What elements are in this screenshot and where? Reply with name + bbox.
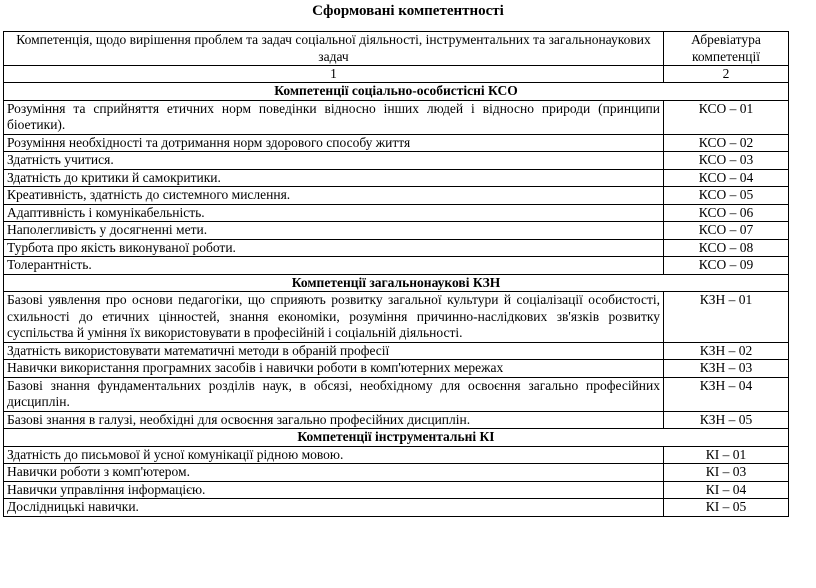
section-title: Компетенції інструментальні КІ xyxy=(4,429,789,447)
competence-description: Навички роботи з комп'ютером. xyxy=(4,464,664,482)
section-header-row xyxy=(4,429,789,447)
table-row xyxy=(4,446,789,464)
competence-code: КСО – 07 xyxy=(664,222,789,240)
table-row xyxy=(4,377,789,411)
column-number-row xyxy=(4,66,789,83)
competence-code: КЗН – 05 xyxy=(664,411,789,429)
header-competence: Компетенція, щодо вирішення проблем та задач соціальної діяльності, інструментальних та загальнонаукових задач xyxy=(4,32,664,66)
competence-description: Наполегливість у досягненні мети. xyxy=(4,222,664,240)
competence-code: КЗН – 02 xyxy=(664,342,789,360)
competence-code: КЗН – 01 xyxy=(664,292,789,343)
competence-description: Здатність до письмової й усної комунікації рідною мовою. xyxy=(4,446,664,464)
section-title: Компетенції соціально-особистісні КСО xyxy=(4,83,789,101)
competence-description: Розуміння та сприйняття етичних норм поведінки відносно інших людей і відносно природи (принципи біоетики). xyxy=(4,100,664,134)
competence-code: КСО – 08 xyxy=(664,239,789,257)
competence-description: Турбота про якість виконуваної роботи. xyxy=(4,239,664,257)
section-header-row xyxy=(4,274,789,292)
competence-description: Базові знання фундаментальних розділів наук, в обсязі, необхідному для освоєння загально професійних дисциплін. xyxy=(4,377,664,411)
competence-description: Креативність, здатність до системного мислення. xyxy=(4,187,664,205)
competence-description: Базові знання в галузі, необхідні для освоєння загально професійних дисциплін. xyxy=(4,411,664,429)
table-header-row xyxy=(4,32,789,66)
header-abbreviation: Абревіатура компетенції xyxy=(664,32,789,66)
competence-code: КІ – 05 xyxy=(664,499,789,517)
competence-code: КЗН – 03 xyxy=(664,360,789,378)
competence-code: КІ – 04 xyxy=(664,481,789,499)
table-row xyxy=(4,222,789,240)
competence-description: Здатність учитися. xyxy=(4,152,664,170)
table-row xyxy=(4,360,789,378)
column-number-1: 1 xyxy=(4,66,664,83)
table-row xyxy=(4,134,789,152)
competence-description: Базові уявлення про основи педагогіки, що сприяють розвитку загальної культури й соціалізації особистості, схильності до етичних цінностей, знання економіки, розуміння причинно-наслідкових зв'язків розвитку суспільства й уміння їх використовувати в професійній і соціальній діяльності. xyxy=(4,292,664,343)
table-row xyxy=(4,464,789,482)
competence-description: Навички використання програмних засобів і навички роботи в комп'ютерних мережах xyxy=(4,360,664,378)
competence-code: КСО – 05 xyxy=(664,187,789,205)
competence-code: КІ – 01 xyxy=(664,446,789,464)
competence-table xyxy=(3,31,789,517)
competence-description: Здатність використовувати математичні методи в обраній професії xyxy=(4,342,664,360)
competence-description: Дослідницькі навички. xyxy=(4,499,664,517)
table-row xyxy=(4,169,789,187)
table-row xyxy=(4,292,789,343)
competence-description: Толерантність. xyxy=(4,257,664,275)
table-row xyxy=(4,481,789,499)
competence-code: КСО – 04 xyxy=(664,169,789,187)
table-row xyxy=(4,152,789,170)
competence-code: КІ – 03 xyxy=(664,464,789,482)
table-row xyxy=(4,204,789,222)
table-row xyxy=(4,342,789,360)
competence-description: Навички управління інформацією. xyxy=(4,481,664,499)
competence-code: КСО – 02 xyxy=(664,134,789,152)
section-header-row xyxy=(4,83,789,101)
document-title: Сформовані компетентності xyxy=(312,3,504,19)
competence-code: КСО – 06 xyxy=(664,204,789,222)
table-row xyxy=(4,239,789,257)
table-row xyxy=(4,187,789,205)
competence-code: КСО – 03 xyxy=(664,152,789,170)
table-row xyxy=(4,100,789,134)
column-number-2: 2 xyxy=(664,66,789,83)
section-title: Компетенції загальнонаукові КЗН xyxy=(4,274,789,292)
competence-code: КСО – 01 xyxy=(664,100,789,134)
table-row xyxy=(4,257,789,275)
competence-description: Розуміння необхідності та дотримання норм здорового способу життя xyxy=(4,134,664,152)
competence-description: Здатність до критики й самокритики. xyxy=(4,169,664,187)
competence-description: Адаптивність і комунікабельність. xyxy=(4,204,664,222)
table-row xyxy=(4,499,789,517)
competence-code: КСО – 09 xyxy=(664,257,789,275)
competence-code: КЗН – 04 xyxy=(664,377,789,411)
table-row xyxy=(4,411,789,429)
